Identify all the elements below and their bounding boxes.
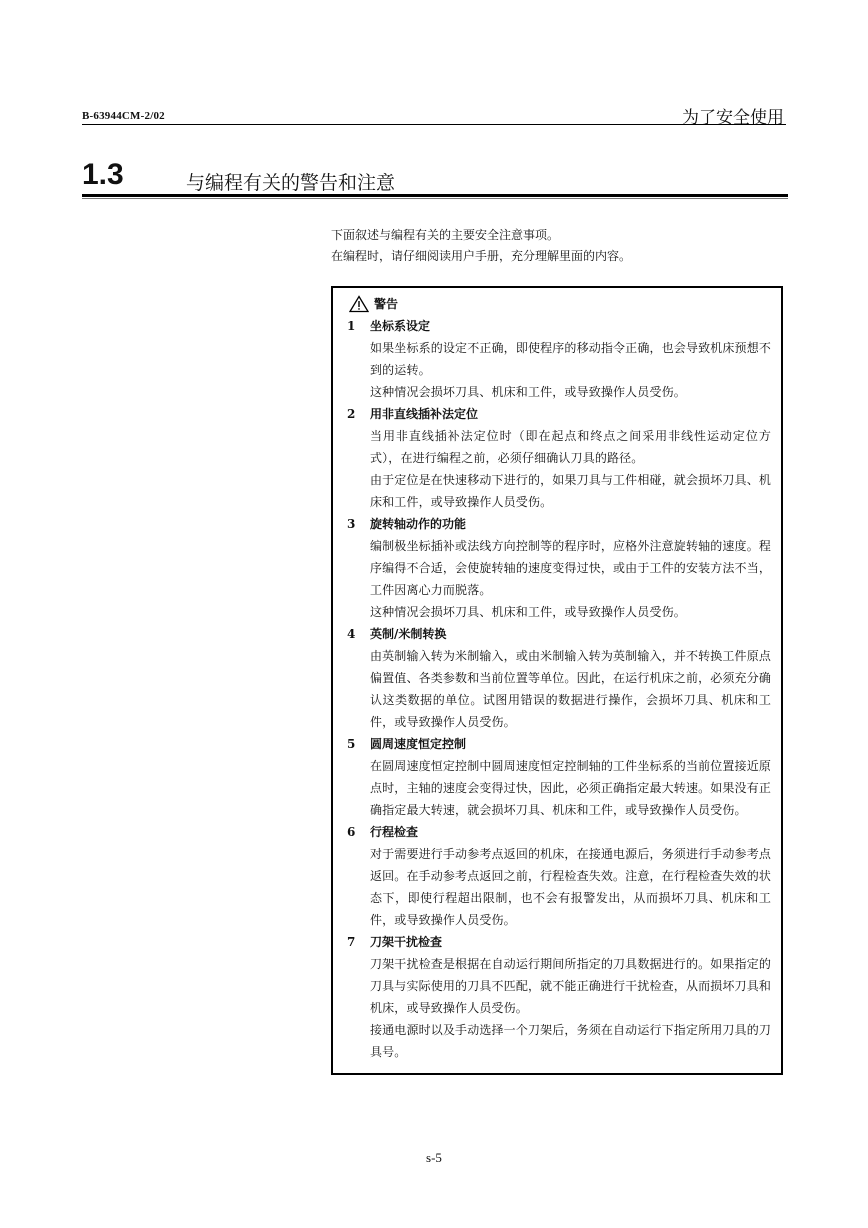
warning-item (347, 733, 771, 821)
warning-box (331, 286, 783, 1075)
section-rule (82, 194, 788, 197)
warning-item-body (370, 953, 771, 1063)
warning-item-number: 4 (347, 627, 356, 641)
warning-item-paragraph: 如果坐标系的设定不正确，即使程序的移动指令正确，也会导致机床预想不到的运转。 (370, 341, 771, 377)
page-number: s-5 (426, 1150, 442, 1165)
section-number: 1.3 (82, 158, 124, 191)
warning-item-header (347, 733, 771, 755)
warning-header (349, 293, 771, 315)
warning-item-number: 2 (347, 407, 356, 421)
warning-item-number: 1 (347, 319, 356, 333)
warning-item-header (347, 821, 771, 843)
document-code: B-63944CM-2/02 (82, 110, 165, 122)
warning-item-paragraph: 编制极坐标插补或法线方向控制等的程序时，应格外注意旋转轴的速度。程序编得不合适，会使旋转轴的速度变得过快，或由于工件的安装方法不当，工件因离心力而脱落。 (370, 539, 771, 597)
warning-item-header (347, 931, 771, 953)
warning-item-body (370, 843, 771, 931)
section-rule-thin (82, 198, 788, 199)
warning-item (347, 931, 771, 1063)
warning-item-body (370, 535, 771, 623)
warning-item-title: 行程检查 (370, 825, 419, 839)
warning-item-title: 旋转轴动作的功能 (370, 517, 467, 531)
warning-item-title: 用非直线插补法定位 (370, 407, 479, 421)
warning-item (347, 315, 771, 403)
warning-item-paragraph: 对于需要进行手动参考点返回的机床，在接通电源后，务须进行手动参考点返回。在手动参考点返回之前，行程检查失效。注意，在行程检查失效的状态下，即使行程超出限制，也不会有报警发出，从而损坏刀具、机床和工件，或导致操作人员受伤。 (370, 847, 771, 927)
header-rule (82, 124, 786, 125)
warning-item (347, 513, 771, 623)
warning-items (347, 315, 771, 1063)
warning-item-paragraph: 这种情况会损坏刀具、机床和工件，或导致操作人员受伤。 (370, 605, 686, 619)
warning-item-title: 刀架干扰检查 (370, 935, 443, 949)
warning-item-paragraph: 由于定位是在快速移动下进行的，如果刀具与工件相碰，就会损坏刀具、机床和工件，或导致操作人员受伤。 (370, 473, 771, 509)
warning-item-body (370, 755, 771, 821)
warning-item-number: 6 (347, 825, 356, 839)
running-header-title: 为了安全使用 (682, 108, 784, 128)
warning-item-body (370, 645, 771, 733)
warning-item-title: 坐标系设定 (370, 319, 431, 333)
section-title: 与编程有关的警告和注意 (186, 172, 396, 194)
warning-item-header (347, 403, 771, 425)
warning-item-number: 7 (347, 935, 356, 949)
warning-item-paragraph: 刀架干扰检查是根据在自动运行期间所指定的刀具数据进行的。如果指定的刀具与实际使用的刀具不匹配，就不能正确进行干扰检查，从而损坏刀具和机床，或导致操作人员受伤。 (370, 957, 771, 1015)
warning-item-header (347, 513, 771, 535)
intro-line: 下面叙述与编程有关的主要安全注意事项。 (331, 228, 560, 242)
warning-item-paragraph: 由英制输入转为米制输入，或由米制输入转为英制输入，并不转换工件原点偏置值、各类参数和当前位置等单位。因此，在运行机床之前，必须充分确认这类数据的单位。试图用错误的数据进行操作，会损坏刀具、机床和工件，或导致操作人员受伤。 (370, 649, 771, 729)
warning-item-body (370, 337, 771, 403)
warning-item-paragraph: 当用非直线插补法定位时（即在起点和终点之间采用非线性运动定位方式），在进行编程之前，必须仔细确认刀具的路径。 (370, 429, 771, 465)
warning-item-header (347, 623, 771, 645)
intro-line: 在编程时，请仔细阅读用户手册，充分理解里面的内容。 (331, 249, 632, 263)
warning-item-header (347, 315, 771, 337)
warning-item-paragraph: 在圆周速度恒定控制中圆周速度恒定控制轴的工件坐标系的当前位置接近原点时，主轴的速度会变得过快，因此，必须正确指定最大转速。如果没有正确指定最大转速，就会损坏刀具、机床和工件，或导致操作人员受伤。 (370, 759, 771, 817)
intro-text (331, 225, 791, 267)
warning-item (347, 403, 771, 513)
warning-item (347, 623, 771, 733)
warning-triangle-icon (349, 295, 369, 313)
warning-item-number: 3 (347, 517, 356, 531)
warning-item-paragraph: 这种情况会损坏刀具、机床和工件，或导致操作人员受伤。 (370, 385, 686, 399)
warning-item-number: 5 (347, 737, 356, 751)
warning-label: 警告 (374, 297, 399, 311)
warning-item (347, 821, 771, 931)
warning-item-body (370, 425, 771, 513)
warning-item-title: 英制/米制转换 (370, 627, 447, 641)
warning-item-title: 圆周速度恒定控制 (370, 737, 467, 751)
warning-item-paragraph: 接通电源时以及手动选择一个刀架后，务须在自动运行下指定所用刀具的刀具号。 (370, 1023, 771, 1059)
